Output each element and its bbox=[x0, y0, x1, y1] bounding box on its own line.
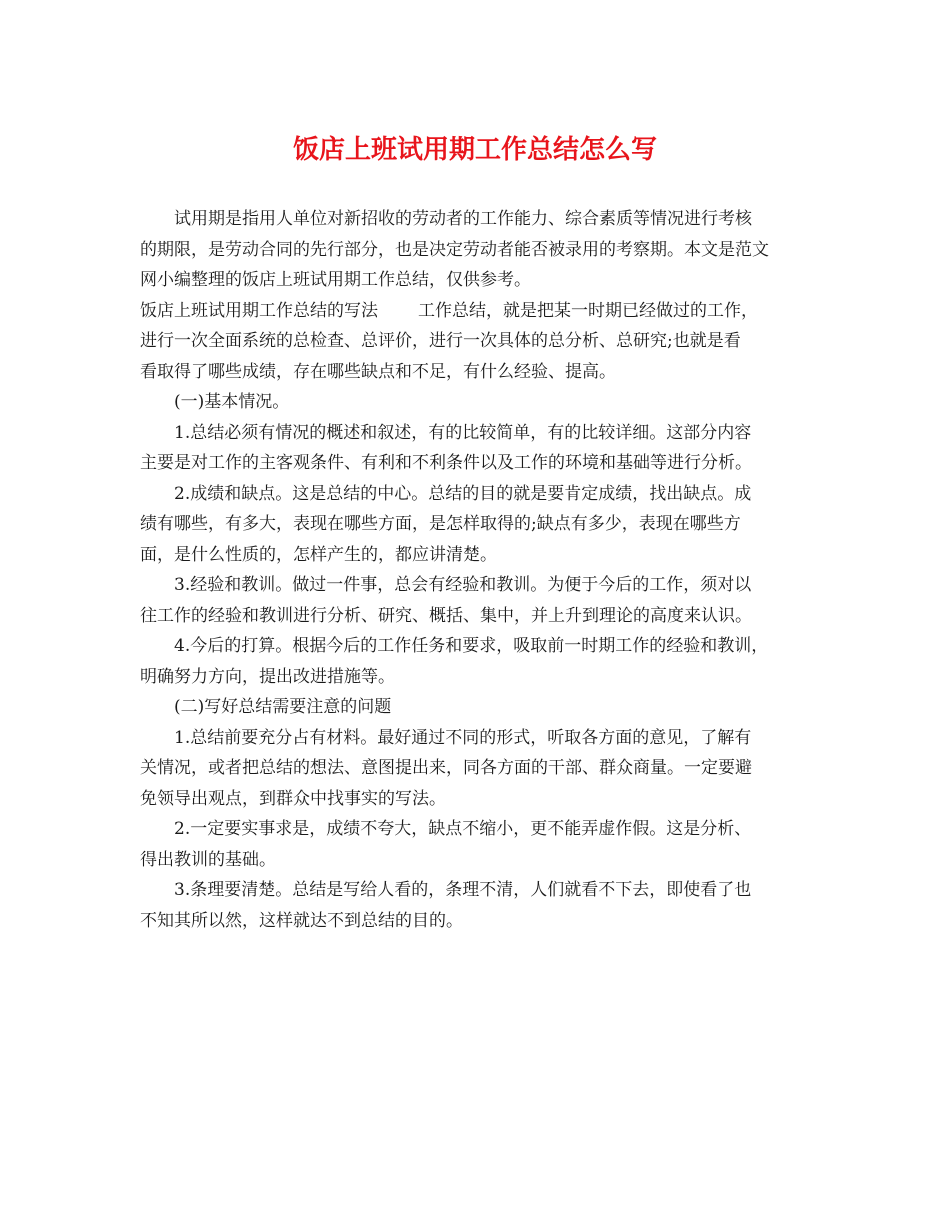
text-line: 网小编整理的饭店上班试用期工作总结，仅供参考。 bbox=[140, 270, 531, 290]
text-line: 试用期是指用人单位对新招收的劳动者的工作能力、综合素质等情况进行考核 bbox=[174, 209, 752, 229]
inline-continuation: 工作总结，就是把某一时期已经做过的工作， bbox=[418, 300, 758, 321]
text-line: 往工作的经验和教训进行分析、研究、概括、集中，并上升到理论的高度来认识。 bbox=[140, 605, 752, 626]
text-line: 关情况，或者把总结的想法、意图提出来，同各方面的干部、群众商量。一定要避 bbox=[140, 758, 752, 778]
section-heading: (一)基本情况。 bbox=[174, 392, 290, 412]
text-line: 绩有哪些，有多大，表现在哪些方面，是怎样取得的;缺点有多少，表现在哪些方 bbox=[140, 514, 741, 534]
text-line-with-continuation bbox=[140, 296, 812, 327]
text-line: 1.总结前要充分占有材料。最好通过不同的形式，听取各方面的意见，了解有 bbox=[174, 727, 752, 748]
document-body bbox=[140, 204, 812, 936]
text-line: 进行一次全面系统的总检查、总评价，进行一次具体的总分析、总研究;也就是看 bbox=[140, 331, 741, 351]
text-line: 免领导出观点，到群众中找事实的写法。 bbox=[140, 788, 446, 809]
text-line: 4.今后的打算。根据今后的工作任务和要求，吸取前一时期工作的经验和教训， bbox=[174, 636, 769, 656]
text-line: 2.成绩和缺点。这是总结的中心。总结的目的就是要肯定成绩，找出缺点。成 bbox=[174, 483, 752, 504]
text-line: 3.经验和教训。做过一件事，总会有经验和教训。为便于今后的工作，须对以 bbox=[174, 575, 752, 595]
text-line: 3.条理要清楚。总结是写给人看的，条理不清，人们就看不下去，即使看了也 bbox=[174, 880, 752, 900]
text-line: 主要是对工作的主客观条件、有利和不利条件以及工作的环境和基础等进行分析。 bbox=[140, 453, 752, 473]
text-line: 2.一定要实事求是，成绩不夸大，缺点不缩小，更不能弄虚作假。这是分析、 bbox=[174, 819, 752, 839]
section-heading: (二)写好总结需要注意的问题 bbox=[174, 697, 392, 717]
text-line: 看取得了哪些成绩，存在哪些缺点和不足，有什么经验、提高。 bbox=[140, 361, 616, 382]
text-line: 得出教训的基础。 bbox=[140, 849, 276, 870]
text-line: 面，是什么性质的，怎样产生的，都应讲清楚。 bbox=[140, 544, 497, 565]
section-heading: 饭店上班试用期工作总结的写法 bbox=[140, 300, 378, 321]
text-line: 明确努力方向，提出改进措施等。 bbox=[140, 666, 395, 687]
text-line: 的期限，是劳动合同的先行部分，也是决定劳动者能否被录用的考察期。本文是范文 bbox=[140, 239, 769, 260]
text-line: 不知其所以然，这样就达不到总结的目的。 bbox=[140, 910, 463, 931]
document-title: 饭店上班试用期工作总结怎么写 bbox=[292, 135, 657, 165]
text-line: 1.总结必须有情况的概述和叙述，有的比较简单，有的比较详细。这部分内容 bbox=[174, 422, 752, 443]
